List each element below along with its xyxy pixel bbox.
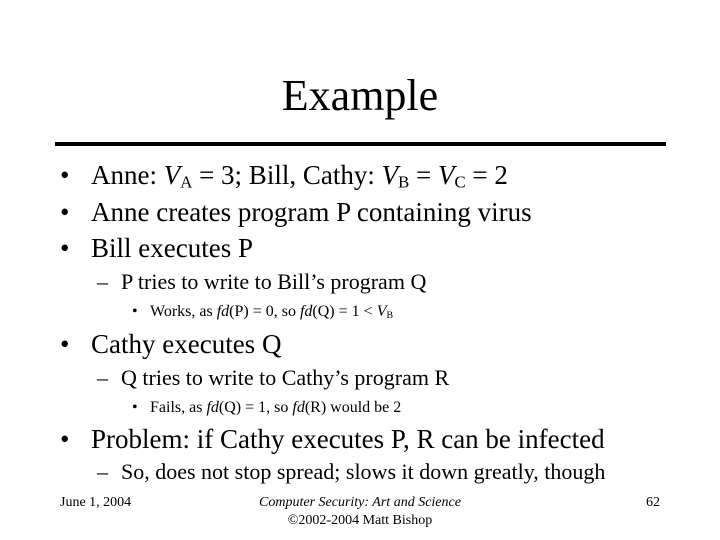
text-run: Anne:: [91, 160, 164, 190]
bullet-text: [91, 327, 281, 361]
dash-marker: –: [97, 269, 108, 294]
footer-page-number: 62: [646, 495, 660, 510]
text-run: V: [376, 303, 387, 320]
bullet-text: [91, 422, 605, 456]
text-run: V: [163, 160, 181, 190]
text-run: fd: [206, 399, 219, 416]
bullet-text: [91, 231, 253, 265]
bullet-text: [91, 195, 532, 229]
bullet-marker: •: [60, 233, 70, 263]
text-run: = 3; Bill, Cathy:: [192, 160, 382, 190]
text-run: (Q) = 1 <: [312, 303, 377, 320]
text-run: C: [454, 172, 466, 192]
text-run: V: [381, 160, 399, 190]
dash-marker: –: [97, 459, 108, 484]
bullet-marker: •: [60, 329, 70, 359]
text-run: P tries to write to Bill’s program Q: [121, 269, 427, 294]
bullet-marker: •: [60, 160, 70, 190]
bullet-text: [150, 302, 393, 322]
text-run: (Q) = 1, so: [218, 399, 293, 416]
text-run: Cathy executes Q: [91, 329, 282, 359]
text-run: fd: [299, 303, 313, 320]
slide-title: Example: [281, 71, 439, 120]
bullet-text: [121, 364, 449, 392]
bullet-text: [150, 398, 401, 418]
bullet-text: [91, 158, 508, 192]
bullet-marker: •: [60, 424, 70, 454]
bullet-marker: •: [60, 197, 70, 227]
footer-book: [200, 494, 520, 530]
text-run: Fails, as: [150, 399, 207, 416]
bullet-marker: •: [132, 303, 138, 320]
text-run: (P) = 0, so: [229, 303, 300, 320]
title-divider: [55, 142, 666, 146]
text-run: Bill executes P: [91, 233, 253, 263]
dash-marker: –: [97, 365, 108, 390]
text-run: fd: [216, 303, 230, 320]
text-run: So, does not stop spread; slows it down greatly, though: [121, 459, 606, 484]
text-run: Anne creates program P containing virus: [91, 197, 532, 227]
text-run: Q tries to write to Cathy’s program R: [121, 365, 450, 390]
text-run: (R) would be 2: [304, 399, 402, 416]
text-run: A: [180, 172, 193, 192]
bullet-marker: •: [132, 399, 138, 416]
footer-book-title: Computer Security: Art and Science: [259, 495, 461, 510]
text-run: = 2: [465, 160, 508, 190]
bullet-text: [121, 458, 605, 486]
text-run: =: [409, 160, 438, 190]
text-run: Problem: if Cathy executes P, R can be infected: [91, 424, 605, 454]
text-run: B: [398, 172, 410, 192]
text-run: fd: [292, 399, 305, 416]
bullet-text: [121, 268, 426, 296]
footer-date: June 1, 2004: [60, 495, 132, 510]
text-run: B: [386, 309, 394, 321]
text-run: V: [437, 160, 455, 190]
text-run: Works, as: [150, 303, 217, 320]
footer-copyright: ©2002-2004 Matt Bishop: [287, 513, 433, 528]
